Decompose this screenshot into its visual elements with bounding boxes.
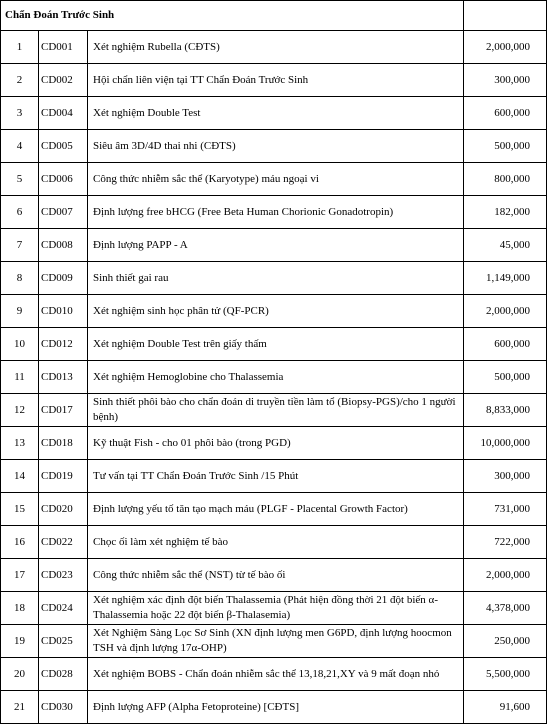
row-number-cell: 19 (1, 625, 39, 658)
service-name-cell: Sinh thiết gai rau (88, 262, 464, 295)
service-name-cell: Chọc ối làm xét nghiệm tế bào (88, 526, 464, 559)
service-name-cell: Tư vấn tại TT Chẩn Đoán Trước Sinh /15 Phút (88, 460, 464, 493)
row-number-cell: 13 (1, 427, 39, 460)
service-code-cell: CD022 (39, 526, 88, 559)
row-number-cell: 15 (1, 493, 39, 526)
table-row (1, 130, 547, 163)
service-code-cell: CD017 (39, 394, 88, 427)
table-row (1, 526, 547, 559)
service-code-cell: CD019 (39, 460, 88, 493)
service-code-cell: CD004 (39, 97, 88, 130)
row-number-cell: 10 (1, 328, 39, 361)
service-code-cell: CD024 (39, 592, 88, 625)
row-number-cell: 9 (1, 295, 39, 328)
service-code-cell: CD028 (39, 658, 88, 691)
section-title: Chẩn Đoán Trước Sinh (1, 1, 464, 31)
service-price-cell: 2,000,000 (464, 559, 547, 592)
service-price-cell: 91,600 (464, 691, 547, 724)
service-code-cell: CD018 (39, 427, 88, 460)
row-number-cell: 18 (1, 592, 39, 625)
service-code-cell: CD010 (39, 295, 88, 328)
table-row (1, 97, 547, 130)
service-price-cell: 2,000,000 (464, 295, 547, 328)
row-number-cell: 11 (1, 361, 39, 394)
service-price-cell: 500,000 (464, 130, 547, 163)
table-row (1, 493, 547, 526)
service-price-cell: 182,000 (464, 196, 547, 229)
service-price-cell: 300,000 (464, 460, 547, 493)
service-name-cell: Xét nghiệm Double Test (88, 97, 464, 130)
table-row (1, 691, 547, 724)
service-name-cell: Siêu âm 3D/4D thai nhi (CĐTS) (88, 130, 464, 163)
service-price-cell: 722,000 (464, 526, 547, 559)
service-price-cell: 300,000 (464, 64, 547, 97)
row-number-cell: 14 (1, 460, 39, 493)
service-code-cell: CD013 (39, 361, 88, 394)
row-number-cell: 16 (1, 526, 39, 559)
table-row (1, 394, 547, 427)
service-code-cell: CD005 (39, 130, 88, 163)
service-code-cell: CD007 (39, 196, 88, 229)
table-row (1, 427, 547, 460)
service-name-cell: Xét nghiệm Hemoglobine cho Thalassemia (88, 361, 464, 394)
service-price-cell: 500,000 (464, 361, 547, 394)
row-number-cell: 7 (1, 229, 39, 262)
service-name-cell: Định lượng yếu tố tăn tạo mạch máu (PLGF - Placental Growth Factor) (88, 493, 464, 526)
service-name-cell: Kỹ thuật Fish - cho 01 phôi bào (trong PGD) (88, 427, 464, 460)
service-code-cell: CD020 (39, 493, 88, 526)
row-number-cell: 8 (1, 262, 39, 295)
row-number-cell: 4 (1, 130, 39, 163)
row-number-cell: 20 (1, 658, 39, 691)
service-price-cell: 45,000 (464, 229, 547, 262)
table-row (1, 592, 547, 625)
service-price-cell: 5,500,000 (464, 658, 547, 691)
section-header-row (1, 1, 547, 31)
service-code-cell: CD001 (39, 31, 88, 64)
service-price-cell: 600,000 (464, 328, 547, 361)
table-row (1, 328, 547, 361)
service-price-cell: 600,000 (464, 97, 547, 130)
service-name-cell: Xét nghiệm xác định đột biến Thalassemia (Phát hiện đồng thời 21 đột biến α-Thalassemia hoặc 22 đột biến β-Thalasemia) (88, 592, 464, 625)
table-row (1, 229, 547, 262)
service-name-cell: Xét nghiệm Double Test trên giấy thấm (88, 328, 464, 361)
service-code-cell: CD023 (39, 559, 88, 592)
row-number-cell: 12 (1, 394, 39, 427)
service-name-cell: Định lượng free bHCG (Free Beta Human Chorionic Gonadotropin) (88, 196, 464, 229)
table-row (1, 163, 547, 196)
service-code-cell: CD012 (39, 328, 88, 361)
service-price-cell: 10,000,000 (464, 427, 547, 460)
service-name-cell: Định lượng PAPP - A (88, 229, 464, 262)
table-row (1, 658, 547, 691)
service-name-cell: Công thức nhiễm sắc thể (Karyotype) máu ngoại vi (88, 163, 464, 196)
table-row (1, 64, 547, 97)
service-name-cell: Công thức nhiễm sắc thể (NST) từ tế bào ối (88, 559, 464, 592)
service-price-cell: 4,378,000 (464, 592, 547, 625)
service-code-cell: CD002 (39, 64, 88, 97)
row-number-cell: 1 (1, 31, 39, 64)
service-price-cell: 731,000 (464, 493, 547, 526)
row-number-cell: 3 (1, 97, 39, 130)
service-price-cell: 1,149,000 (464, 262, 547, 295)
service-name-cell: Xét nghiệm Rubella (CĐTS) (88, 31, 464, 64)
service-code-cell: CD030 (39, 691, 88, 724)
service-code-cell: CD025 (39, 625, 88, 658)
row-number-cell: 6 (1, 196, 39, 229)
service-code-cell: CD009 (39, 262, 88, 295)
table-row (1, 460, 547, 493)
service-price-cell: 8,833,000 (464, 394, 547, 427)
service-code-cell: CD006 (39, 163, 88, 196)
row-number-cell: 2 (1, 64, 39, 97)
service-name-cell: Sinh thiết phôi bào cho chẩn đoán di truyền tiền làm tổ (Biopsy-PGS)/cho 1 người bệnh) (88, 394, 464, 427)
row-number-cell: 5 (1, 163, 39, 196)
service-name-cell: Hội chẩn liên viện tại TT Chẩn Đoán Trước Sinh (88, 64, 464, 97)
service-name-cell: Xét Nghiệm Sàng Lọc Sơ Sinh (XN định lượng men G6PD, định lượng hoocmon TSH và định lượng 17α-OHP) (88, 625, 464, 658)
table-row (1, 262, 547, 295)
service-name-cell: Định lượng AFP (Alpha Fetoproteine) [CĐTS] (88, 691, 464, 724)
table-row (1, 625, 547, 658)
table-row (1, 295, 547, 328)
service-price-cell: 800,000 (464, 163, 547, 196)
service-price-cell: 2,000,000 (464, 31, 547, 64)
service-name-cell: Xét nghiệm BOBS - Chẩn đoán nhiễm sắc thể 13,18,21,XY và 9 mất đoạn nhỏ (88, 658, 464, 691)
service-name-cell: Xét nghiệm sinh học phân tử (QF-PCR) (88, 295, 464, 328)
row-number-cell: 17 (1, 559, 39, 592)
section-header-empty-cell (464, 1, 547, 31)
table-row (1, 559, 547, 592)
service-price-cell: 250,000 (464, 625, 547, 658)
table-row (1, 31, 547, 64)
row-number-cell: 21 (1, 691, 39, 724)
table-row (1, 361, 547, 394)
service-code-cell: CD008 (39, 229, 88, 262)
table-row (1, 196, 547, 229)
